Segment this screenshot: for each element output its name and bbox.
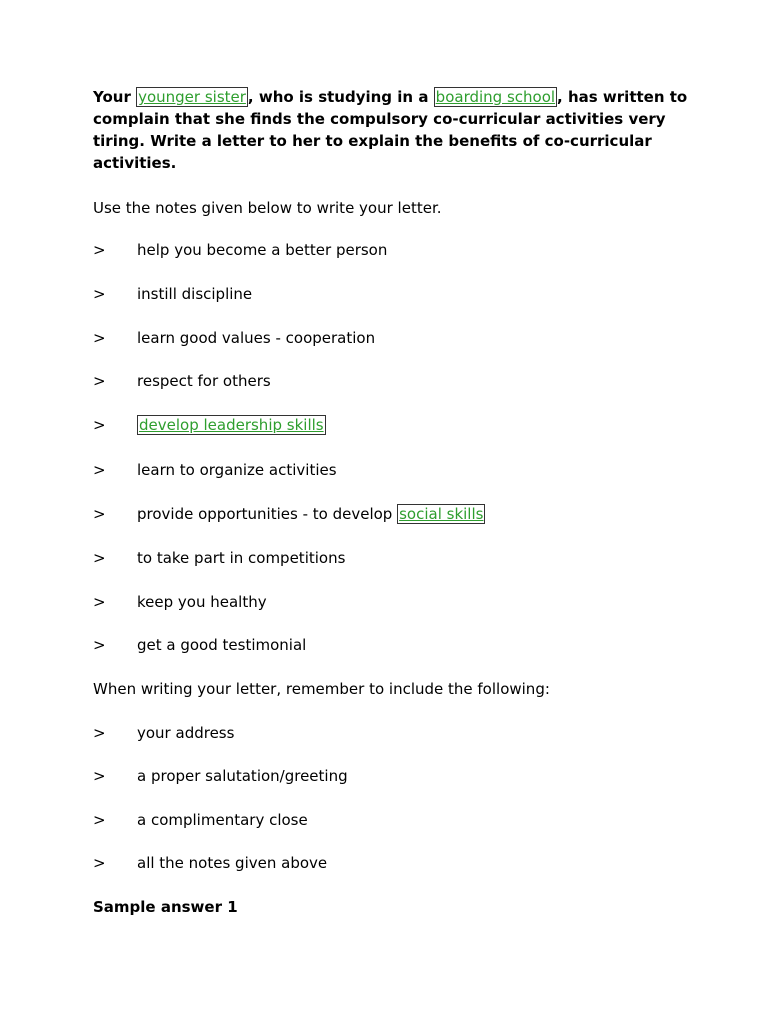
note-text: to take part in competitions [137,549,346,567]
bullet-marker: > [93,811,106,829]
bullet-marker: > [93,241,106,259]
bullet-marker: > [93,767,106,785]
bullet-marker: > [93,724,106,742]
note-text: help you become a better person [137,241,388,259]
sample-answer-heading: Sample answer 1 [93,898,238,916]
note-text: respect for others [137,372,271,390]
include-text: your address [137,724,235,742]
develop-leadership-skills-link[interactable]: develop leadership skills [139,416,324,434]
include-text: a complimentary close [137,811,308,829]
boarding-school-link[interactable]: boarding school [435,88,556,106]
note-text: learn to organize activities [137,461,337,479]
include-intro: When writing your letter, remember to include the following: [93,680,550,698]
note-text-part: provide opportunities - to develop [137,505,398,523]
note-text: get a good testimonial [137,636,307,654]
include-text: all the notes given above [137,854,328,872]
bullet-marker: > [93,505,106,523]
include-text: a proper salutation/greeting [137,767,348,785]
prompt-text-2: , who is studying in a [247,88,434,106]
bullet-marker: > [93,593,106,611]
bullet-marker: > [93,461,106,479]
question-prompt [93,86,693,174]
bullet-marker: > [93,636,106,654]
bullet-marker: > [93,285,106,303]
bullet-marker: > [93,329,106,347]
note-text: instill discipline [137,285,253,303]
bullet-marker: > [93,416,106,434]
bullet-marker: > [93,549,106,567]
prompt-text-3: , has written to complain that she finds the compulsory co-curricular activities very tiring. Write a letter to her to explain the benefits of co-curricular activities. [93,88,688,172]
note-text: learn good values - cooperation [137,329,376,347]
social-skills-link[interactable]: social skills [399,505,484,523]
note-text [137,415,326,435]
younger-sister-link[interactable]: younger sister [138,88,246,106]
bullet-marker: > [93,854,106,872]
prompt-text-1: Your [93,88,137,106]
document-page [93,86,693,916]
notes-intro: Use the notes given below to write your letter. [93,199,442,217]
note-text: keep you healthy [137,593,267,611]
note-text [137,504,485,524]
bullet-marker: > [93,372,106,390]
